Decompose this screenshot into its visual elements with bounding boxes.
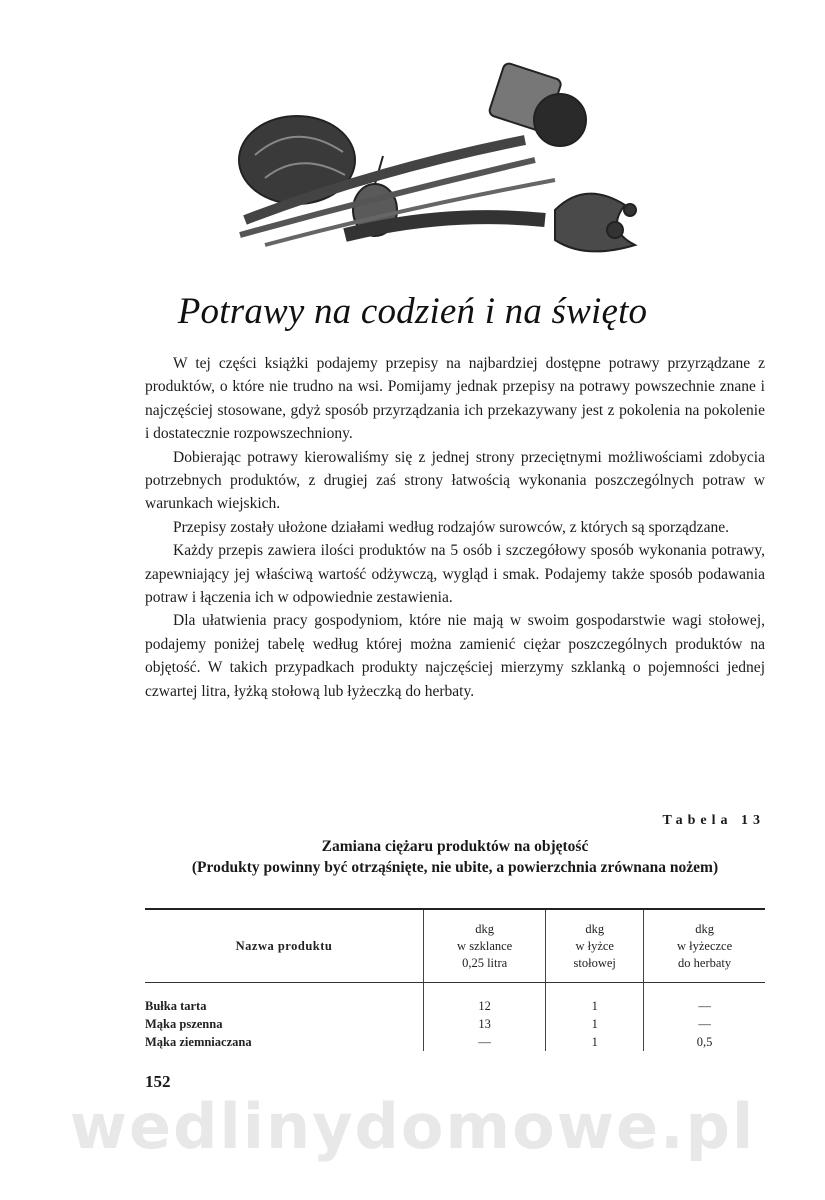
header-unit: dkg [475, 921, 495, 936]
product-name: Mąka ziemniaczana [145, 1034, 252, 1049]
teaspoon-value: — [644, 1015, 765, 1033]
header-measure: w łyżeczce [676, 938, 733, 953]
header-measure: 0,25 litra [462, 955, 508, 970]
header-unit: dkg [695, 921, 714, 936]
header-product-name: Nazwa produktu [145, 909, 424, 983]
conversion-table [145, 908, 765, 1051]
table-title [145, 836, 765, 878]
product-name: Bułka tarta [145, 998, 207, 1013]
glass-value: 12 [424, 983, 546, 1016]
header-measure: stołowej [573, 955, 616, 970]
table-header-row [145, 909, 765, 983]
spoon-value: 1 [546, 1015, 644, 1033]
teaspoon-value: — [644, 983, 765, 1016]
header-glass [424, 909, 546, 983]
paragraph: Dobierając potrawy kierowaliśmy się z jednej strony przeciętnymi możliwościami zdobycia potrzebnych produktów, z drugiej zaś strony łatwością wykonania poszczególnych potraw w warunkach wiejskich. [145, 448, 765, 513]
header-measure: w szklance [457, 938, 513, 953]
header-tablespoon [546, 909, 644, 983]
paragraph: Dla ułatwienia pracy gospodyniom, które nie mają w swoim gospodarstwie wagi stołowej, podajemy poniżej tabelę według której można zamienić ciężar poszczególnych produktów na objętość. W takich przypadkach produkty najczęściej mierzymy szklanką o pojemności jednej czwartej litra, łyżką stołową lub łyżeczką do herbaty. [145, 612, 765, 700]
paragraph: Przepisy zostały ułożone działami według rodzajów surowców, z których są sporządzane. [173, 518, 729, 536]
paragraph: W tej części książki podajemy przepisy na najbardziej dostępne potrawy przyrządzane z produktów, o które nie trudno na wsi. Pomijamy jednak przepisy na potrawy powszechnie znane i najczęściej stosowane, gdyż sposób przyrządzania ich przekazywany jest z pokolenia na pokolenie i dostatecznie rozpowszechniony. [145, 355, 765, 443]
parsley-icon [555, 194, 635, 252]
beet-icon [534, 94, 586, 146]
header-unit: dkg [585, 921, 605, 936]
table-title-line: Zamiana ciężaru produktów na objętość [321, 838, 589, 855]
watermark: wedlinydomowe.pl [69, 1090, 756, 1163]
table-subtitle: (Produkty powinny być otrząśnięte, nie ubite, a powierzchnia zrównana nożem) [191, 859, 719, 876]
table-row [145, 1033, 765, 1051]
header-teaspoon [644, 909, 765, 983]
table-row [145, 1015, 765, 1033]
vegetables-illustration [225, 60, 655, 270]
table-row [145, 983, 765, 1016]
teaspoon-value: 0,5 [644, 1033, 765, 1051]
glass-value: 13 [424, 1015, 546, 1033]
spoon-value: 1 [546, 983, 644, 1016]
page-title: Potrawy na codzień i na święto [177, 291, 648, 332]
glass-value: — [424, 1033, 546, 1051]
header-measure: do herbaty [678, 955, 732, 970]
page-number: 152 [145, 1072, 171, 1091]
table-number: Tabela 13 [662, 813, 765, 828]
intro-text [145, 352, 765, 703]
header-measure: w łyżce [575, 938, 614, 953]
spoon-value: 1 [546, 1033, 644, 1051]
paragraph: Każdy przepis zawiera ilości produktów na 5 osób i szczegółowy sposób wykonania potrawy, zapewniający jej właściwą wartość odżywczą, wygląd i smak. Podajemy także sposób podawania potraw i łączenia ich w odpowiednie zestawienia. [145, 542, 765, 607]
product-name: Mąka pszenna [145, 1016, 223, 1031]
